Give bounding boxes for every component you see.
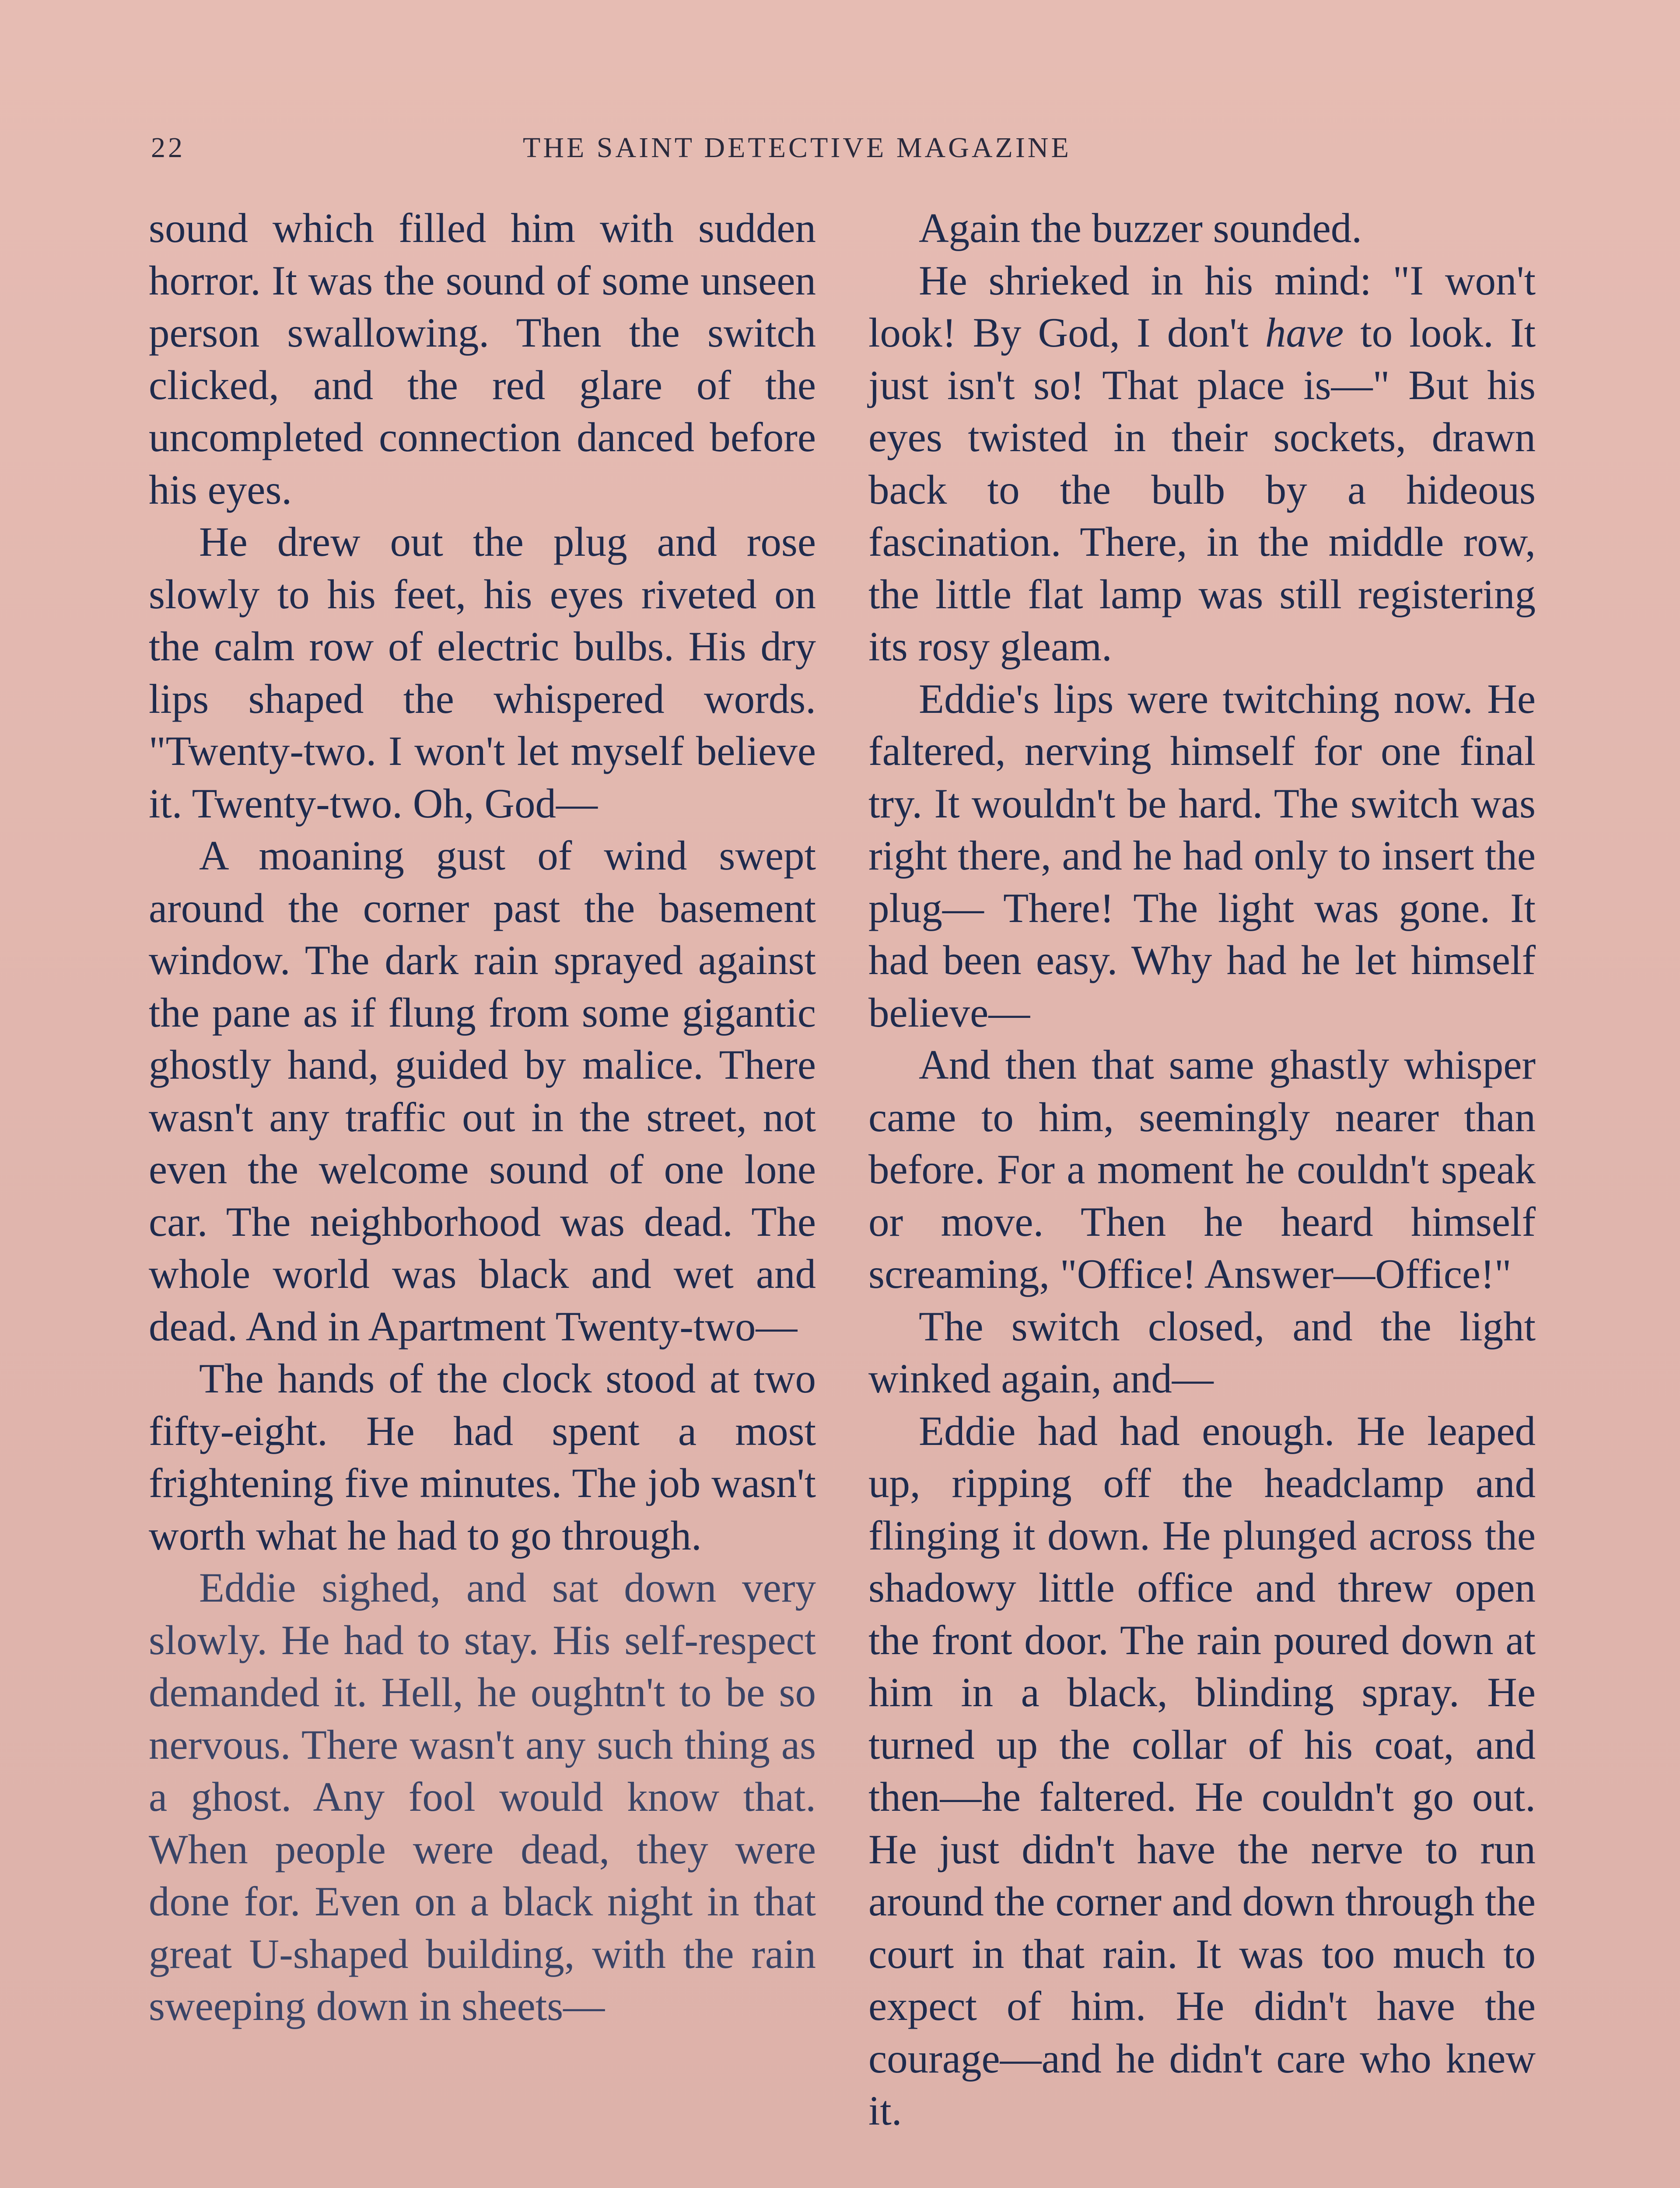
right-paragraph-1: Again the buzzer sounded.: [919, 205, 1362, 251]
left-column: [149, 202, 816, 2033]
right-column: [868, 202, 1536, 2137]
right-paragraph-2-before: He shrieked in his mind: "I won't look! By God, I don't: [868, 257, 1536, 356]
left-paragraph-5: Eddie sighed, and sat down very slowly. He had to stay. His self-respect demanded it. Hell, he oughtn't to be so nervous. There wasn't any such thing as a ghost. Any fool would know that. When people were dead, they were done for. Even on a black night in that great U-shaped building, with the rain sweeping down in sheets—: [149, 1564, 816, 2029]
right-paragraph-5: The switch closed, and the light winked again, and—: [868, 1303, 1536, 1402]
running-head: [151, 131, 1542, 179]
right-paragraph-2-after: to look. It just isn't so! That place is—" But his eyes twisted in their sockets, drawn back to the bulb by a hideous fascination. There, in the middle row, the little flat lamp was still registering its rosy gleam.: [868, 309, 1536, 670]
right-paragraph-2: [868, 255, 1536, 673]
right-paragraph-4: And then that same ghastly whisper came to him, seemingly nearer than before. For a moment he couldn't speak or move. Then he heard himself screaming, "Office! Answer—Office!": [868, 1041, 1536, 1297]
left-paragraph-4: The hands of the clock stood at two fifty-eight. He had spent a most frightening five minutes. The job wasn't worth what he had to go through.: [149, 1355, 816, 1559]
left-paragraph-2: He drew out the plug and rose slowly to his feet, his eyes riveted on the calm row of electric bulbs. His dry lips shaped the whispered words. "Twenty-two. I won't let myself believe it. Twenty-two. Oh, God—: [149, 519, 816, 827]
italic-emphasis: have: [1265, 309, 1344, 356]
page-number: 22: [151, 132, 185, 164]
right-paragraph-6: Eddie had had enough. He leaped up, ripping off the headclamp and flinging it down. He plunged across the shadowy little office and threw open the front door. The rain poured down at him in a black, blinding spray. He turned up the collar of his coat, and then—he faltered. He couldn't go out. He just didn't have the nerve to run around the corner and down through the court in that rain. It was too much to expect of him. He didn't have the courage—and he didn't care who knew it.: [868, 1407, 1536, 2134]
right-paragraph-3: Eddie's lips were twitching now. He faltered, nerving himself for one final try. It wouldn't be hard. The switch was right there, and he had only to insert the plug— There! The light was gone. It had been easy. Why had he let himself believe—: [868, 675, 1536, 1036]
magazine-title: THE SAINT DETECTIVE MAGAZINE: [523, 132, 1071, 164]
left-paragraph-3: A moaning gust of wind swept around the corner past the basement window. The dark rain sprayed against the pane as if flung from some gigantic ghostly hand, guided by malice. There wasn't any traffic out in the street, not even the welcome sound of one lone car. The neighborhood was dead. The whole world was black and wet and dead. And in Apartment Twenty-two—: [149, 832, 816, 1350]
left-paragraph-1: sound which filled him with sudden horror. It was the sound of some unseen person swallowing. Then the switch clicked, and the red glare of the uncompleted connection danced before his eyes.: [149, 205, 816, 513]
